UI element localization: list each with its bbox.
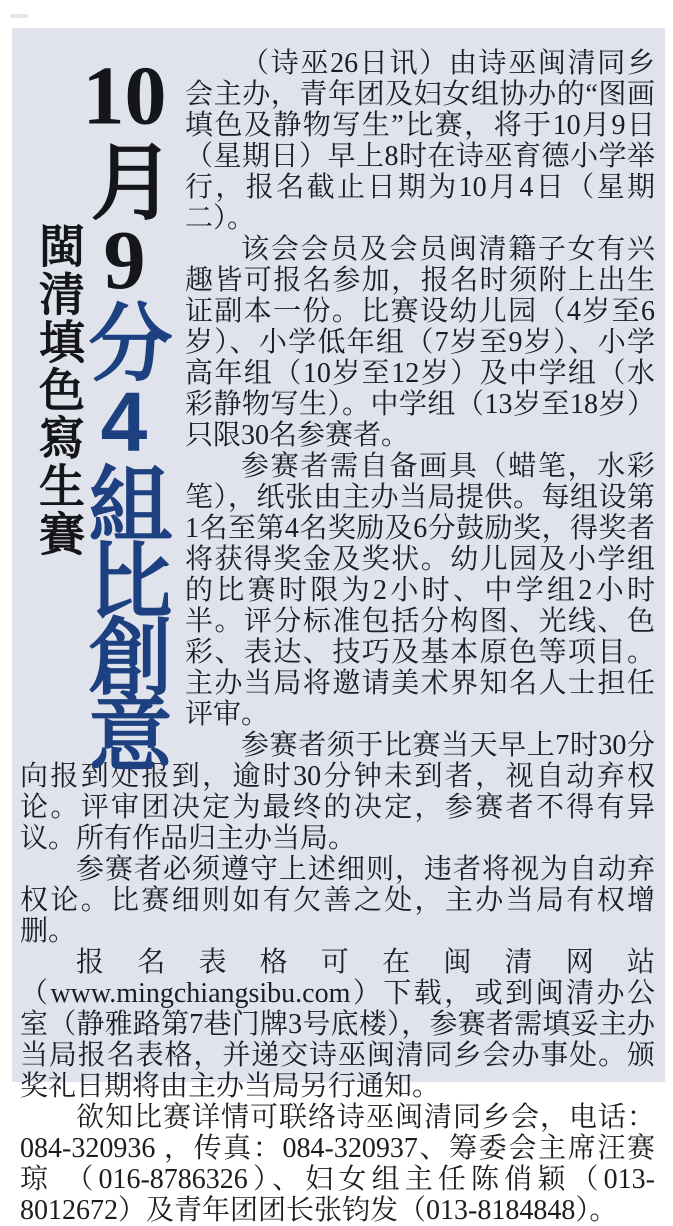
- headline-groups-part: 分4組比創意: [77, 299, 171, 765]
- article-paragraph-3: 参赛者需自备画具（蜡笔，水彩笔），纸张由主办当局提供。每组设第1名至第4名奖励及6分鼓励奖，得奖者将获得奖金及奖状。幼儿园及小学组的比赛时限为2小时、中学组2小时半。评分标准包括分构图、光线、色彩、表达、技巧及基本原色等项目。主办当局将邀请美术界知名人士担任评审。: [185, 451, 655, 730]
- headline-main: [72, 54, 176, 765]
- article-paragraph-5: 参赛者必须遵守上述细则，违者将视为自动弃权论。比赛细则如有欠善之处，主办当局有权增删。: [20, 854, 655, 947]
- article-paragraph-2: 该会会员及会员闽清籍子女有兴趣皆可报名参加，报名时须附上出生证副本一份。比赛设幼儿园（4岁至6岁）、小学低年组（7岁至9岁）、小学高年组（10岁至12岁）及中学组（水彩静物写生）。中学组（13岁至18岁）只限30名参赛者。: [185, 234, 655, 451]
- news-article: [12, 28, 665, 1226]
- article-paragraph-6: 报名表格可在闽清网站（www.mingchiangsibu.com）下载，或到闽清办公室（静雅路第7巷门牌3号底楼），参赛者需填妥主办当局报名表格，并递交诗巫闽清同乡会办事处。颁奖礼日期将由主办当局另行通知。: [20, 947, 655, 1102]
- article-paragraph-7: 欲知比赛详情可联络诗巫闽清同乡会，电话：084-320936 ，传真：084-320937、筹委会主席汪赛琼 （016-8786326）、妇女组主任陈俏颖（013-8012672）及青年团团长张钧发（013-8184848）。: [20, 1102, 655, 1226]
- headline-block: [20, 48, 185, 765]
- headline-month-number: 10: [82, 54, 167, 138]
- headline-subtitle: 閩清填色寫生賽: [33, 222, 84, 558]
- headline-date-part: [78, 54, 171, 299]
- article-paragraph-4: 参赛者须于比赛当天早上7时30分向报到处报到，逾时30分钟未到者，视自动弃权论。评审团决定为最终的决定，参赛者不得有异议。所有作品归主办当局。: [20, 730, 655, 854]
- headline-day-number: 月9: [78, 138, 171, 299]
- article-paragraph-1: （诗巫26日讯）由诗巫闽清同乡会主办，青年团及妇女组协办的“图画填色及静物写生”比赛，将于10月9日（星期日）早上8时在诗巫育德小学举行，报名截止日期为10月4日（星期二）。: [185, 48, 655, 234]
- scan-artifact: [10, 14, 28, 18]
